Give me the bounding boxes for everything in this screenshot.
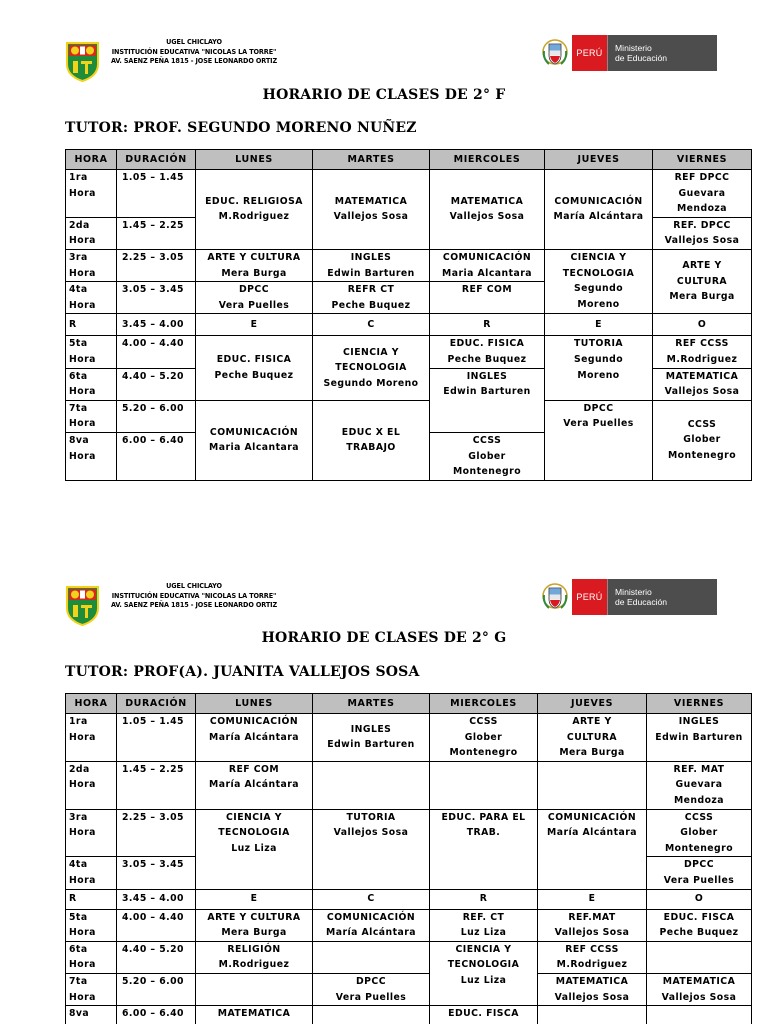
- duracion-cell: 4.00 – 4.40: [117, 336, 196, 368]
- empty-cell: [538, 1006, 647, 1024]
- recess-cell: R: [430, 314, 545, 336]
- col-header: LUNES: [196, 150, 313, 170]
- col-header: MARTES: [313, 150, 430, 170]
- class-cell: ARTE Y CULTURA Mera Burga: [538, 714, 647, 762]
- institution-address: AV. SAENZ PEÑA 1815 - JOSE LEONARDO ORTIZ: [110, 56, 278, 65]
- class-cell: INGLES Edwin Barturen: [647, 714, 752, 762]
- hora-cell: 5ta Hora: [66, 336, 117, 368]
- class-cell: EDUC. FISICA Peche Buquez: [430, 336, 545, 368]
- class-cell: DPCC Vera Puelles: [313, 973, 430, 1005]
- class-cell: EDUC. FISCA Peche Buquez: [647, 909, 752, 941]
- table-row: [66, 809, 752, 857]
- col-header: HORA: [66, 150, 117, 170]
- hora-cell: 6ta Hora: [66, 368, 117, 400]
- empty-cell: [430, 761, 538, 809]
- duracion-cell: 6.00 – 6.40: [117, 1006, 196, 1024]
- class-cell: RELIGIÓN M.Rodriguez: [196, 941, 313, 973]
- class-cell: TUTORIA Segundo Moreno: [545, 336, 653, 400]
- hora-cell: 4ta Hora: [66, 857, 117, 889]
- duracion-cell: 4.00 – 4.40: [117, 909, 196, 941]
- ministry-name: [607, 35, 717, 71]
- class-cell: EDUC X EL TRABAJO: [313, 400, 430, 480]
- class-cell: MATEMATICA Vallejos Sosa: [430, 170, 545, 250]
- institution-name: INSTITUCIÓN EDUCATIVA "NICOLAS LA TORRE": [111, 46, 277, 56]
- duracion-cell: 3.45 – 4.00: [117, 314, 196, 336]
- col-header: DURACIÓN: [117, 694, 196, 714]
- class-cell: COMUNICACIÓN María Alcántara: [545, 170, 653, 250]
- class-cell: REFR CT Peche Buquez: [313, 282, 430, 314]
- recess-cell: E: [196, 314, 313, 336]
- duracion-cell: 1.05 – 1.45: [117, 170, 196, 218]
- schedule-title: HORARIO DE CLASES DE 2° G: [261, 630, 507, 646]
- col-header: MIERCOLES: [430, 694, 538, 714]
- hora-cell: 1ra Hora: [66, 170, 117, 218]
- duracion-cell: 1.05 – 1.45: [117, 714, 196, 762]
- class-cell: REF CCSS M.Rodriguez: [538, 941, 647, 973]
- ministry-line-2: de Educación: [615, 52, 668, 63]
- page-header: [0, 544, 768, 629]
- ministry-line-1: Ministerio: [615, 43, 652, 53]
- recess-cell: C: [313, 314, 430, 336]
- col-header: MIERCOLES: [430, 150, 545, 170]
- class-cell: TUTORIA Vallejos Sosa: [313, 809, 430, 889]
- col-header: VIERNES: [653, 150, 752, 170]
- table-header-row: [66, 694, 752, 714]
- recess-cell: E: [538, 889, 647, 909]
- class-cell: REF. CT Luz Liza: [430, 909, 538, 941]
- page-header: [0, 0, 768, 85]
- class-cell: COMUNICACIÓN Maria Alcantara: [196, 400, 313, 480]
- class-cell: CCSS Glober Montenegro: [430, 432, 545, 480]
- recess-cell: C: [313, 889, 430, 909]
- national-shield-icon: [541, 581, 569, 613]
- class-cell: COMUNICACIÓN María Alcántara: [196, 714, 313, 762]
- col-header: LUNES: [196, 694, 313, 714]
- ministry-line-1: Ministerio: [615, 587, 652, 597]
- hora-cell: 8va Hora: [66, 432, 117, 480]
- hora-cell: 5ta Hora: [66, 909, 117, 941]
- national-shield-icon: [541, 37, 569, 69]
- duracion-cell: 3.05 – 3.45: [117, 857, 196, 889]
- table-row: [66, 761, 752, 809]
- recess-row: [66, 889, 752, 909]
- class-cell: MATEMATICA Vallejos Sosa: [653, 368, 752, 400]
- duracion-cell: 6.00 – 6.40: [117, 432, 196, 480]
- class-cell: COMUNICACIÓN María Alcántara: [538, 809, 647, 889]
- class-cell: INGLES Edwin Barturen: [430, 368, 545, 432]
- table-row: [66, 909, 752, 941]
- ugel-name: UGEL CHICLAYO: [166, 581, 222, 590]
- class-cell: CCSS Glober Montenegro: [647, 809, 752, 857]
- duracion-cell: 3.05 – 3.45: [117, 282, 196, 314]
- class-cell: CIENCIA Y TECNOLOGIA Luz Liza: [196, 809, 313, 889]
- table-row: [66, 249, 752, 281]
- class-cell: CCSS Glober Montenegro: [430, 714, 538, 762]
- class-cell: REF. DPCC Vallejos Sosa: [653, 217, 752, 249]
- duracion-cell: 5.20 – 6.00: [117, 400, 196, 432]
- col-header: VIERNES: [647, 694, 752, 714]
- hora-cell: 2da Hora: [66, 217, 117, 249]
- class-cell: EDUC. RELIGIOSA M.Rodriguez: [196, 170, 313, 250]
- hora-cell: R: [66, 889, 117, 909]
- class-cell: MATEMATICA Vallejos Sosa: [313, 170, 430, 250]
- class-cell: ARTE Y CULTURA Mera Burga: [653, 249, 752, 313]
- recess-cell: O: [653, 314, 752, 336]
- class-cell: REF. MAT Guevara Mendoza: [647, 761, 752, 809]
- class-cell: REF.MAT Vallejos Sosa: [538, 909, 647, 941]
- duracion-cell: 2.25 – 3.05: [117, 249, 196, 281]
- empty-cell: [538, 761, 647, 809]
- col-header: MARTES: [313, 694, 430, 714]
- table-row: [66, 973, 752, 1005]
- ministry-logo: [541, 579, 717, 615]
- class-cell: EDUC. FISCA: [430, 1006, 538, 1024]
- schedule-table: [65, 149, 752, 481]
- ministry-logo: [541, 35, 717, 71]
- hora-cell: 8va: [66, 1006, 117, 1024]
- class-cell: MATEMATICA Vallejos Sosa: [647, 973, 752, 1005]
- col-header: JUEVES: [538, 694, 647, 714]
- school-info: [100, 37, 288, 66]
- empty-cell: [313, 1006, 430, 1024]
- class-cell: INGLES Edwin Barturen: [313, 249, 430, 281]
- ministry-line-2: de Educación: [615, 596, 668, 607]
- col-header: JUEVES: [545, 150, 653, 170]
- class-cell: DPCC Vera Puelles: [196, 282, 313, 314]
- ugel-name: UGEL CHICLAYO: [166, 37, 222, 46]
- duracion-cell: 3.45 – 4.00: [117, 889, 196, 909]
- empty-cell: [196, 973, 313, 1005]
- ministry-name: [607, 579, 717, 615]
- class-cell: REF COM María Alcántara: [196, 761, 313, 809]
- table-row: [66, 714, 752, 762]
- recess-cell: R: [430, 889, 538, 909]
- class-cell: INGLES Edwin Barturen: [313, 714, 430, 762]
- duracion-cell: 2.25 – 3.05: [117, 809, 196, 857]
- duracion-cell: 1.45 – 2.25: [117, 761, 196, 809]
- empty-cell: [647, 941, 752, 973]
- duracion-cell: 1.45 – 2.25: [117, 217, 196, 249]
- hora-cell: 1ra Hora: [66, 714, 117, 762]
- recess-cell: E: [196, 889, 313, 909]
- peru-label: PERÚ: [572, 579, 607, 615]
- recess-cell: O: [647, 889, 752, 909]
- empty-cell: [313, 941, 430, 973]
- table-header-row: [66, 150, 752, 170]
- class-cell: ARTE Y CULTURA Mera Burga: [196, 249, 313, 281]
- hora-cell: 3ra Hora: [66, 249, 117, 281]
- recess-row: [66, 314, 752, 336]
- hora-cell: 7ta Hora: [66, 400, 117, 432]
- peru-label: PERÚ: [572, 35, 607, 71]
- institution-name: INSTITUCIÓN EDUCATIVA "NICOLAS LA TORRE": [111, 590, 277, 600]
- hora-cell: 4ta Hora: [66, 282, 117, 314]
- col-header: DURACIÓN: [117, 150, 196, 170]
- class-cell: DPCC Vera Puelles: [647, 857, 752, 889]
- hora-cell: 2da Hora: [66, 761, 117, 809]
- table-row: [66, 941, 752, 973]
- table-row: [66, 1006, 752, 1024]
- class-cell: REF COM: [430, 282, 545, 314]
- duracion-cell: 4.40 – 5.20: [117, 941, 196, 973]
- class-cell: MATEMATICA Vallejos Sosa: [538, 973, 647, 1005]
- hora-cell: 3ra Hora: [66, 809, 117, 857]
- class-cell: MATEMATICA: [196, 1006, 313, 1024]
- tutor-name: TUTOR: PROF. SEGUNDO MORENO NUÑEZ: [65, 120, 417, 136]
- duracion-cell: 4.40 – 5.20: [117, 368, 196, 400]
- table-row: [66, 170, 752, 218]
- table-row: [66, 400, 752, 432]
- col-header: HORA: [66, 694, 117, 714]
- class-cell: COMUNICACIÓN María Alcántara: [313, 909, 430, 941]
- hora-cell: 6ta Hora: [66, 941, 117, 973]
- duracion-cell: 5.20 – 6.00: [117, 973, 196, 1005]
- hora-cell: 7ta Hora: [66, 973, 117, 1005]
- class-cell: COMUNICACIÓN Maria Alcantara: [430, 249, 545, 281]
- schedule-table: [65, 693, 752, 1024]
- school-info: [100, 581, 288, 610]
- class-cell: DPCC Vera Puelles: [545, 400, 653, 480]
- class-cell: CIENCIA Y TECNOLOGIA Segundo Moreno: [545, 249, 653, 313]
- class-cell: EDUC. PARA EL TRAB.: [430, 809, 538, 889]
- class-cell: CIENCIA Y TECNOLOGIA Luz Liza: [430, 941, 538, 1005]
- tutor-name: TUTOR: PROF(A). JUANITA VALLEJOS SOSA: [65, 664, 420, 680]
- institution-address: AV. SAENZ PEÑA 1815 - JOSE LEONARDO ORTIZ: [110, 600, 278, 609]
- schedule-title: HORARIO DE CLASES DE 2° F: [262, 87, 506, 103]
- class-cell: ARTE Y CULTURA Mera Burga: [196, 909, 313, 941]
- table-row: [66, 336, 752, 368]
- empty-cell: [647, 1006, 752, 1024]
- class-cell: REF DPCC Guevara Mendoza: [653, 170, 752, 218]
- recess-cell: E: [545, 314, 653, 336]
- class-cell: REF CCSS M.Rodriguez: [653, 336, 752, 368]
- class-cell: CCSS Glober Montenegro: [653, 400, 752, 480]
- empty-cell: [313, 761, 430, 809]
- school-logo-icon: [64, 584, 101, 626]
- class-cell: EDUC. FISICA Peche Buquez: [196, 336, 313, 400]
- school-logo-icon: [64, 40, 101, 82]
- hora-cell: R: [66, 314, 117, 336]
- class-cell: CIENCIA Y TECNOLOGIA Segundo Moreno: [313, 336, 430, 400]
